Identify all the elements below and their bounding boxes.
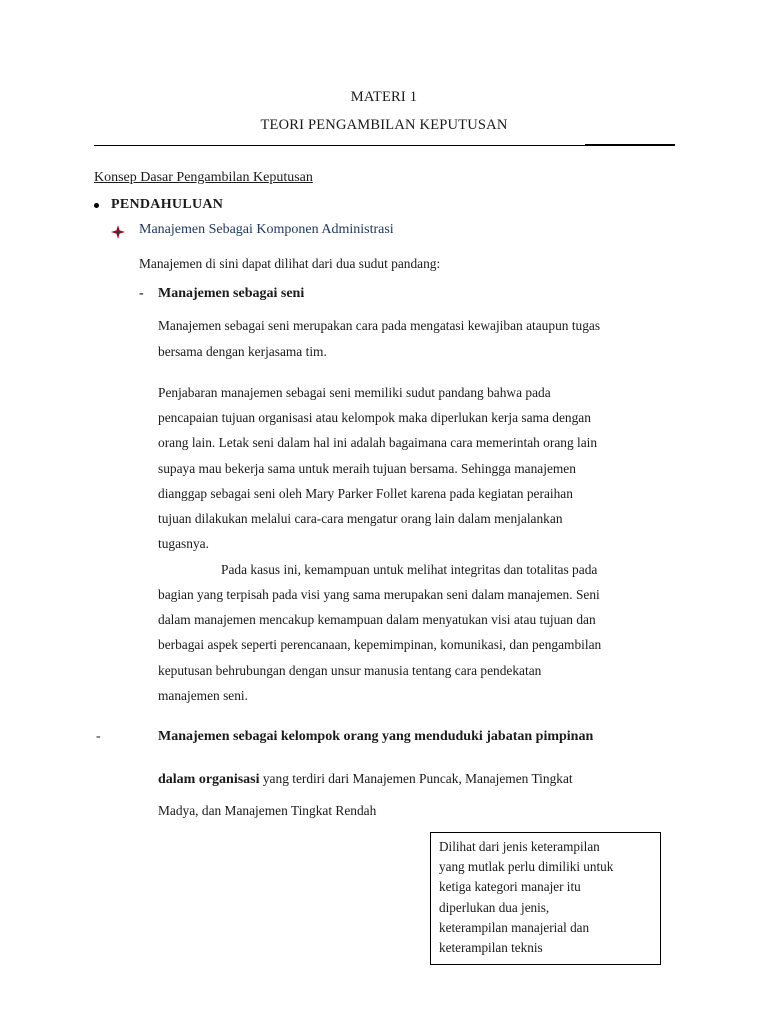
title-divider-thick bbox=[585, 144, 675, 146]
point1-para3-line: bagian yang terpisah pada visi yang sama merupakan seni dalam manajemen. Seni bbox=[158, 587, 600, 602]
note-box bbox=[430, 832, 661, 965]
bullet-label: PENDAHULUAN bbox=[111, 197, 224, 212]
point1-para2-line: Penjabaran manajemen sebagai seni memiliki sudut pandang bahwa pada bbox=[158, 385, 551, 400]
point1-para3-line: dalam manajemen mencakup kemampuan dalam menyatukan visi atau tujuan dan bbox=[158, 612, 596, 627]
note-box-line: diperlukan dua jenis, bbox=[439, 899, 550, 915]
point2-dash: - bbox=[96, 729, 101, 744]
note-box-line: keterampilan manajerial dan bbox=[439, 919, 590, 935]
point1-para3-line: manajemen seni. bbox=[158, 688, 248, 703]
page-title-line1: MATERI 1 bbox=[350, 89, 418, 105]
point2-title-bold: dalam organisasi bbox=[158, 772, 260, 787]
intro-text: Manajemen di sini dapat dilihat dari dua sudut pandang: bbox=[139, 256, 441, 271]
point1-para1-line: Manajemen sebagai seni merupakan cara pada mengatasi kewajiban ataupun tugas bbox=[158, 318, 601, 333]
point1-para2-line: supaya mau bekerja sama untuk meraih tujuan bersama. Sehingga manajemen bbox=[158, 461, 576, 476]
section-heading: Konsep Dasar Pengambilan Keputusan bbox=[94, 170, 313, 185]
note-box-line: keterampilan teknis bbox=[439, 940, 543, 956]
note-box-line: ketiga kategori manajer itu bbox=[439, 879, 581, 895]
note-box-line: Dilihat dari jenis keterampilan bbox=[439, 839, 600, 854]
point1-para2-line: pencapaian tujuan organisasi atau kelompok maka diperlukan kerja sama dengan bbox=[158, 410, 591, 425]
point1-para3-line: Pada kasus ini, kemampuan untuk melihat integritas dan totalitas pada bbox=[221, 562, 598, 577]
note-box-line: yang mutlak perlu dimiliki untuk bbox=[439, 859, 614, 875]
page-title-line2: TEORI PENGAMBILAN KEPUTUSAN bbox=[260, 117, 508, 133]
sub-heading: Manajemen Sebagai Komponen Administrasi bbox=[139, 222, 394, 237]
point2-title-line2 bbox=[158, 771, 573, 788]
point2-title-line1: Manajemen sebagai kelompok orang yang menduduki jabatan pimpinan bbox=[158, 729, 594, 744]
point1-para1-line: bersama dengan kerjasama tim. bbox=[158, 344, 327, 359]
bullet-dot-icon bbox=[94, 203, 99, 208]
point2-title-rest: yang terdiri dari Manajemen Puncak, Manajemen Tingkat bbox=[259, 771, 573, 786]
point1-para3-line: berbagai aspek seperti perencanaan, kepemimpinan, komunikasi, dan pengambilan bbox=[158, 637, 602, 652]
point1-para2-line: tugasnya. bbox=[158, 536, 209, 551]
point1-para2-line: dianggap sebagai seni oleh Mary Parker Follet karena pada kegiatan peraihan bbox=[158, 486, 573, 501]
point1-para2-line: orang lain. Letak seni dalam hal ini adalah bagaimana cara memerintah orang lain bbox=[158, 435, 598, 450]
point1-para2-line: tujuan dilakukan melalui cara-cara mengatur orang lain dalam menjalankan bbox=[158, 511, 563, 526]
point1-title: Manajemen sebagai seni bbox=[158, 286, 305, 301]
diamond-star-icon bbox=[111, 225, 125, 239]
point1-para3-line: keputusan behrubungan dengan unsur manusia tentang cara pendekatan bbox=[158, 663, 542, 678]
point1-dash: - bbox=[139, 286, 144, 301]
point2-line3: Madya, dan Manajemen Tingkat Rendah bbox=[158, 803, 377, 818]
